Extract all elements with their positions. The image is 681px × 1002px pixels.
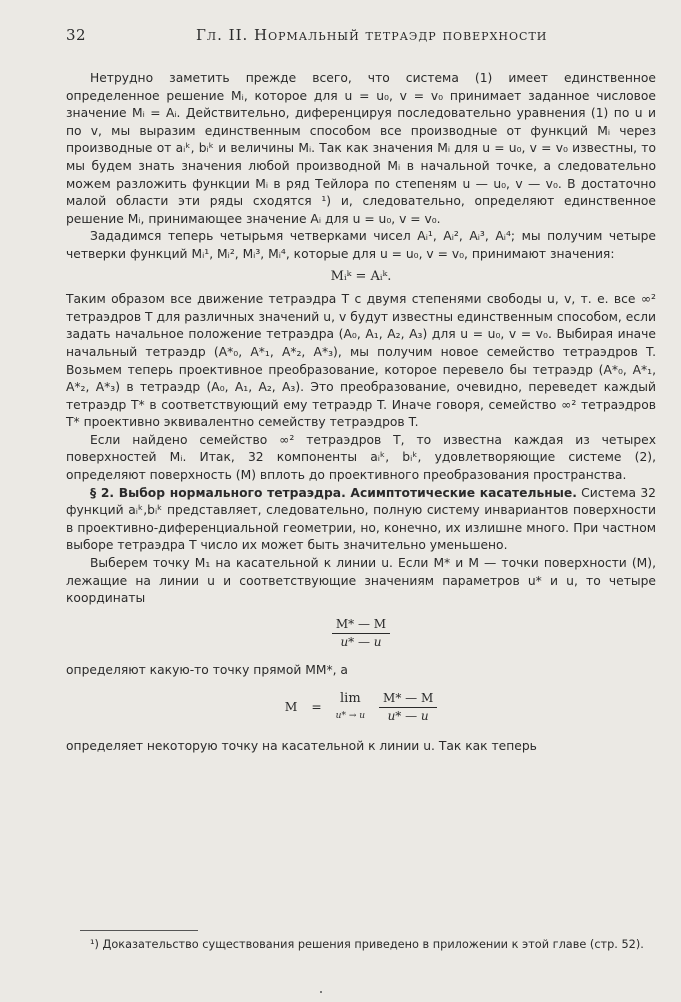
section-heading: § 2. Выбор нормального тетраэдра. Асимптотические касательные. bbox=[90, 485, 577, 500]
paragraph-2: Зададимся теперь четырьмя четверками чисел Aᵢ¹, Aᵢ², Aᵢ³, Aᵢ⁴; мы получим четыре четверки функций Mᵢ¹, Mᵢ², Mᵢ³, Mᵢ⁴, которые для u = u₀, v = v₀, принимают значения: bbox=[66, 229, 656, 261]
limit-fraction-denominator: u* — u bbox=[387, 709, 429, 724]
limit-subscript: u* → u bbox=[335, 710, 366, 721]
footnote: ¹) Доказательство существования решения приведено в приложении к этой главе (стр. 52). bbox=[90, 938, 644, 951]
paragraph-3: Таким образом все движение тетраэдра T с двумя степенями свободы u, v, т. е. все ∞² тетраэдров T для различных значений u, v будут известны единственным способом, если задать начальное положение тетраэдра (A₀, A₁, A₂, A₃) для u = u₀, v = v₀. Выбирая иначе начальный тетраэдр (A*₀, A*₁, A*₂, A*₃), мы получим новое семейство тетраэдров T. Возьмем теперь проективное преобразование, которое перевело бы тетраэдр (A*₀, A*₁, A*₂, A*₃) в тетраэдр (A₀, A₁, A₂, A₃). Это преобразование, очевидно, переведет каждый тетраэдр T* в соответствующий ему тетраэдр T. Иначе говоря, семейство ∞² тетраэдров T* проективно эквивалентно семейству тетраэдров T. bbox=[66, 292, 656, 430]
fraction-numerator: M* — M bbox=[332, 616, 390, 635]
chapter-title: Гл. II. Нормальный тетраэдр поверхности bbox=[196, 26, 548, 44]
limit-operator bbox=[336, 690, 365, 725]
paragraph-7: определяют какую-то точку прямой MM*, а bbox=[66, 663, 348, 677]
limit-equals: = bbox=[311, 699, 322, 714]
paragraph-6: Выберем точку M₁ на касательной к линии u. Если M* и M — точки поверхности (M), лежащие на линии u и соответствующие значениям параметров u* и u, то четыре координаты bbox=[66, 556, 656, 606]
limit-fraction bbox=[379, 690, 437, 726]
limit-lhs: M bbox=[284, 699, 298, 714]
page-number: 32 bbox=[66, 26, 87, 44]
limit-fraction-numerator: M* — M bbox=[379, 690, 437, 709]
paragraph-1: Нетрудно заметить прежде всего, что система (1) имеет единственное определенное решение Mᵢ, которое для u = u₀, v = v₀ принимает заданное числовое значение Mᵢ = Aᵢ. Действительно, диференцируя последовательно уравнения (1) по u и по v, мы выразим единственным способом все производные от функций Mᵢ через производные от aᵢᵏ, bᵢᵏ и величины Mᵢ. Так как значения Mᵢ для u = u₀, v = v₀ известны, то мы будем знать значения любой производной Mᵢ в начальной точке, а следовательно можем разложить функции Mᵢ в ряд Тейлора по степеням u — u₀, v — v₀. В достаточно малой области эти ряды сходятся ¹) и, следовательно, определяют единственное решение Mᵢ, принимающее значение Aᵢ для u = u₀, v = v₀. bbox=[66, 71, 656, 226]
formula-limit bbox=[66, 690, 656, 726]
print-speck bbox=[320, 991, 322, 993]
paragraph-8: определяет некоторую точку на касательной к линии u. Так как теперь bbox=[66, 738, 537, 753]
paragraph-5 bbox=[66, 485, 656, 555]
formula-difference-quotient bbox=[66, 616, 656, 652]
main-text bbox=[66, 70, 656, 755]
limit-word: lim bbox=[340, 691, 361, 707]
fraction bbox=[332, 616, 390, 652]
paragraph-4: Если найдено семейство ∞² тетраэдров T, то известна каждая из четырех поверхностей Mᵢ. Итак, 32 компоненты aᵢᵏ, bᵢᵏ, удовлетворяющие системе (2), определяют поверхность (M) вплоть до проективного преобразования пространства. bbox=[66, 432, 656, 483]
formula-m-equals-a: Mᵢᵏ = Aᵢᵏ. bbox=[330, 268, 392, 284]
footnote-divider bbox=[80, 930, 198, 931]
paragraph-5-text: Система 32 функций aᵢᵏ,bᵢᵏ представляет, следовательно, полную систему инвариантов поверхности в проективно-диференциальной геометрии, но, конечно, их излишне много. При частном выборе тетраэдра T число их может быть значительно уменьшено. bbox=[66, 485, 656, 553]
fraction-denominator: u* — u bbox=[340, 635, 382, 650]
